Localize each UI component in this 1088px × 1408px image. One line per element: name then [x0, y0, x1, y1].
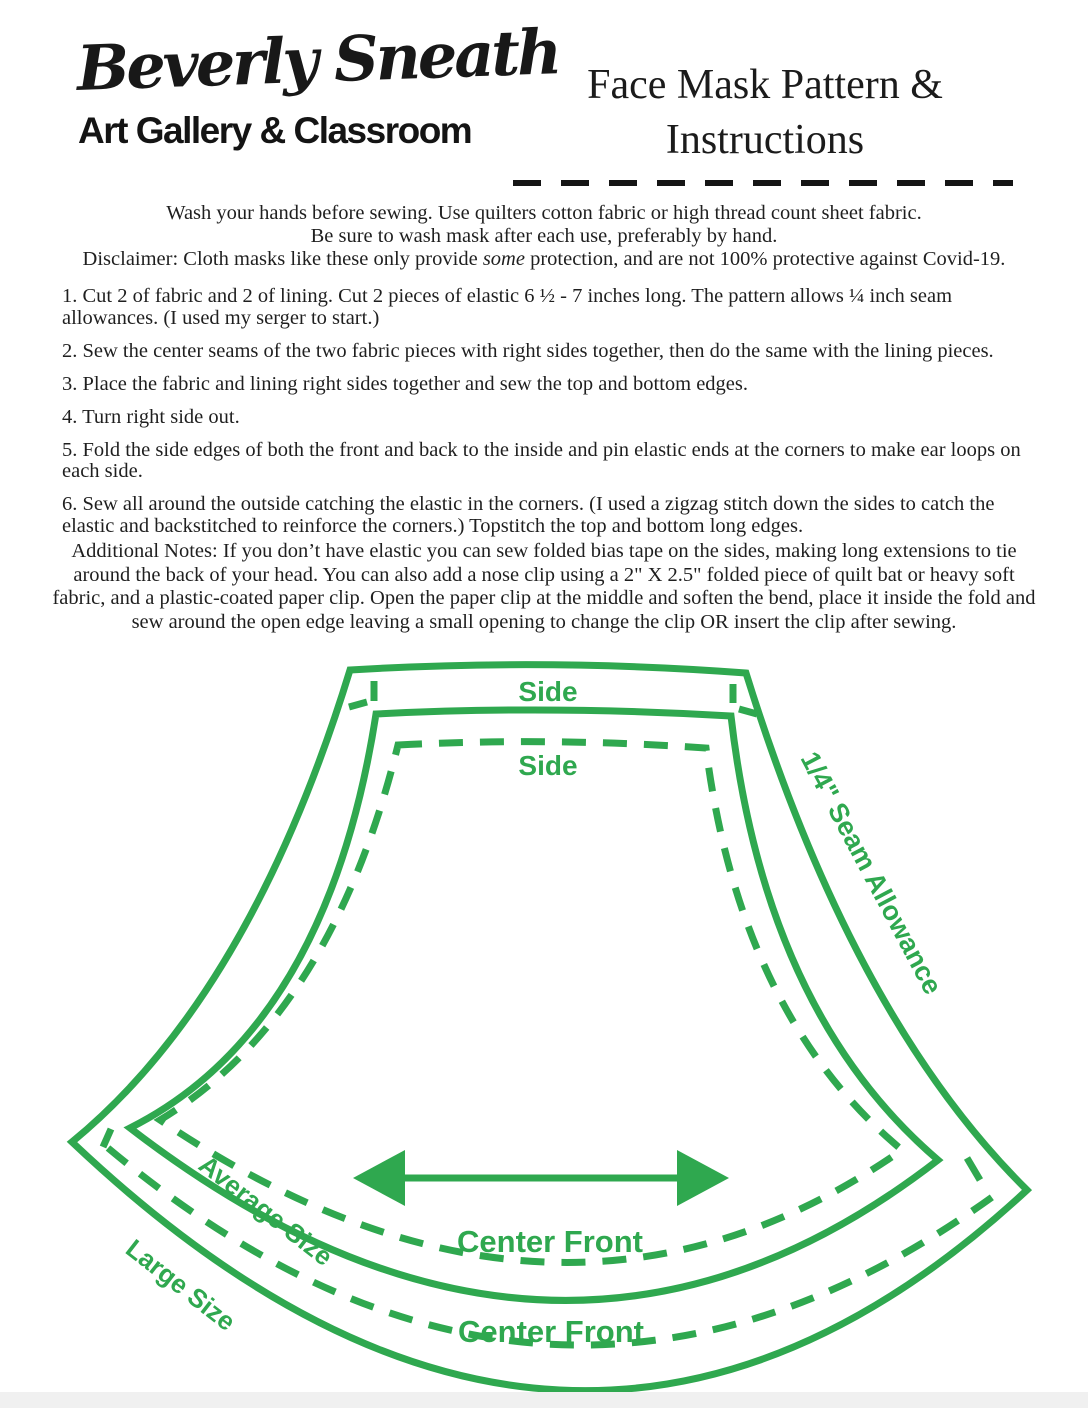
page-title [515, 58, 1015, 168]
page-title-line1: Face Mask Pattern & [587, 62, 943, 108]
label-seam-allowance: 1/4" Seam Allowance [794, 746, 948, 1000]
step-2: 2. Sew the center seams of the two fabric pieces with right sides together, then do the same with the lining pieces. [62, 339, 994, 362]
width-arrow-left-head [353, 1150, 405, 1206]
intro-line-1: Wash your hands before sewing. Use quilters cotton fabric or high thread count sheet fabric. [166, 202, 922, 224]
title-dashed-underline [513, 180, 1013, 186]
large-size-seam-corner-bottom-left [103, 1129, 111, 1147]
step-3: 3. Place the fabric and lining right sides together and sew the top and bottom edges. [62, 372, 749, 395]
step-4: 4. Turn right side out. [62, 405, 240, 428]
gallery-logo [75, 15, 561, 152]
width-arrow [353, 1150, 729, 1206]
label-large-size: Large Size [120, 1233, 242, 1337]
label-side-top: Side [518, 676, 578, 707]
step-6: 6. Sew all around the outside catching the elastic in the corners. (I used a zigzag stitch down the sides to catch the elastic and backstitched to reinforce the corners.) Topstitch the top and bottom long edges. [62, 493, 995, 537]
label-center-front-large: Center Front [458, 1314, 644, 1349]
disclaimer-suffix: protection, and are not 100% protective against Covid-19. [524, 248, 1006, 270]
intro-disclaimer [40, 248, 1048, 271]
label-center-front-average: Center Front [457, 1224, 643, 1259]
label-side-inner: Side [518, 750, 578, 781]
step-5: 5. Fold the side edges of both the front and back to the inside and pin elastic ends at the corners to make ear loops on each side. [62, 438, 1021, 482]
intro-text [40, 202, 1048, 271]
instruction-steps [62, 286, 1040, 549]
width-arrow-right-head [677, 1150, 729, 1206]
label-average-size: Average Size [193, 1149, 339, 1272]
logo-subtitle: Art Gallery & Classroom [78, 110, 472, 151]
large-size-seam-corner-top-left [349, 681, 374, 707]
disclaimer-prefix: Disclaimer: Cloth masks like these only provide [82, 248, 483, 270]
mask-pattern-diagram [0, 645, 1088, 1408]
logo-script-name: Beverly Sneath [75, 15, 561, 105]
scan-edge-strip [0, 1392, 1088, 1408]
disclaimer-emphasis: some [482, 248, 525, 270]
large-size-seam-corner-bottom-right [967, 1158, 980, 1180]
step-1: 1. Cut 2 of fabric and 2 of lining. Cut 2 pieces of elastic 6 ½ - 7 inches long. The pattern allows ¼ inch seam allowances. (I used my serger to start.) [62, 285, 953, 329]
intro-line-2: Be sure to wash mask after each use, preferably by hand. [310, 225, 778, 247]
page-title-line2: Instructions [665, 117, 865, 163]
additional-notes: Additional Notes: If you don’t have elastic you can sew folded bias tape on the sides, making long extensions to tie around the back of your head. You can also add a nose clip using a 2" X 2.5" folded piece of quilt bat or heavy soft fabric, and a plastic-coated paper clip. Open the paper clip at the middle and soften the bend, place it inside the fold and sew around the open edge leaving a small opening to change the clip OR insert the clip after sewing. [52, 540, 1036, 633]
